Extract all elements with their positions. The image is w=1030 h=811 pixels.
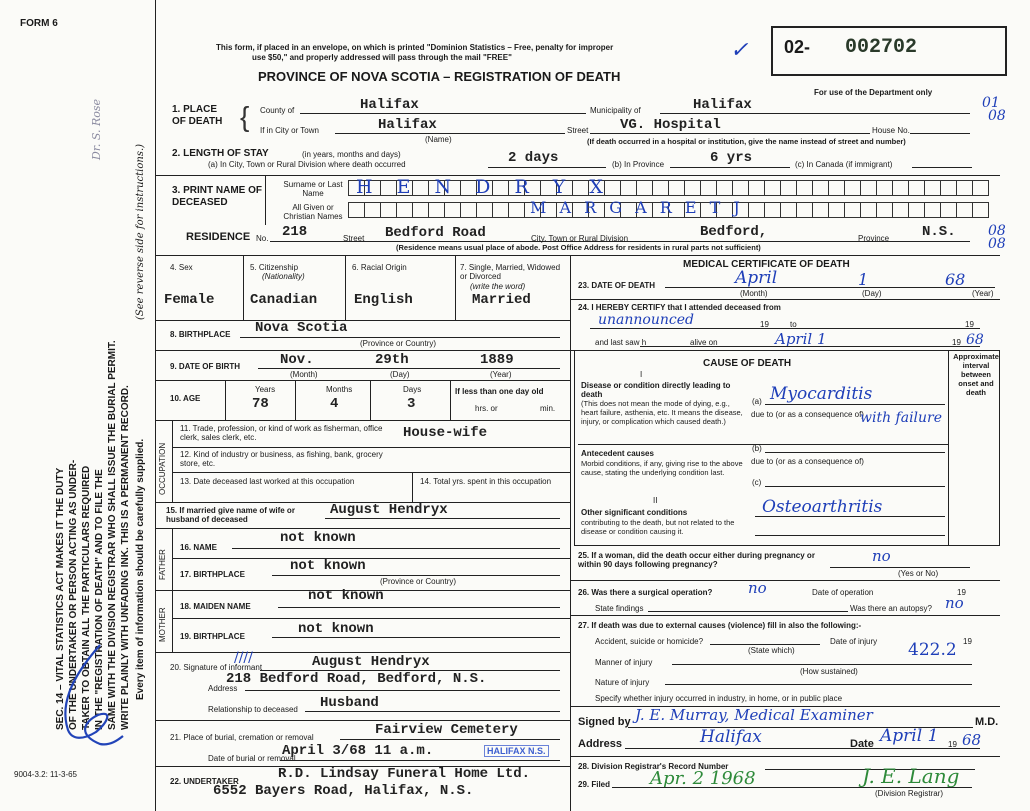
specify-label: Specify whether injury occurred in industry, in home, or in public place — [595, 694, 843, 703]
dept-code-1: 01 — [982, 95, 1000, 111]
street-label: Street — [567, 126, 589, 135]
burial-date-value: April 3/68 11 a.m. — [282, 743, 434, 759]
cause-a-value-2: with failure — [860, 410, 943, 426]
stay-a-value: 2 days — [508, 150, 559, 166]
letter-box — [797, 180, 813, 196]
hospital-note: (If death occurred in a hospital or institution, give the name instead of street and number) — [587, 137, 906, 146]
letter-box — [925, 180, 941, 196]
letter-box — [765, 180, 781, 196]
letter-box — [445, 202, 461, 218]
manner-label: Manner of injury — [595, 658, 653, 667]
injury-date-label: Date of injury — [830, 637, 878, 646]
letter-box — [893, 202, 909, 218]
other-conditions-label: Other significant conditions — [581, 508, 688, 517]
last-saw-label: and last saw h — [595, 338, 647, 347]
sex-label: 4. Sex — [170, 263, 193, 272]
residence-province-label: Province — [858, 234, 890, 243]
street-value: VG. Hospital — [620, 117, 721, 133]
autopsy-label: Was there an autopsy? — [850, 604, 932, 613]
residence-street-value: Bedford Road — [385, 225, 486, 241]
letter-box — [909, 202, 925, 218]
informant-name: August Hendryx — [312, 654, 430, 670]
q26-value: no — [748, 579, 767, 597]
letter-box — [765, 202, 781, 218]
registrar-signature: J. E. Lang — [862, 764, 960, 788]
brace: { — [240, 101, 250, 132]
marital-hint: (write the word) — [470, 282, 526, 291]
letter-box — [348, 202, 365, 218]
signed-by-label: Signed by — [578, 716, 631, 728]
side-text-7: Every item of information should be carefully supplied. — [135, 438, 146, 700]
citizenship-hint: (Nationality) — [262, 272, 305, 281]
father-birthplace-value: not known — [290, 558, 366, 574]
last-worked-label: 13. Date deceased last worked at this occupation — [180, 477, 355, 486]
last-saw-value: April 1 — [775, 330, 827, 348]
undertaker-label: 22. UNDERTAKER — [170, 777, 239, 786]
residence-province-value: N.S. — [922, 224, 956, 240]
letter-box — [413, 202, 429, 218]
signer-address-label: Address — [578, 738, 623, 750]
surname-label: Surname or Last Name — [283, 180, 343, 198]
cause-c-label: (c) — [752, 478, 762, 487]
birthplace-hint: (Province or Country) — [360, 339, 437, 348]
side-signature: Dr. S. Rose — [90, 98, 103, 160]
burial-date-label: Date of burial or removal — [208, 754, 296, 763]
side-text-8: (See reverse side for instructions.) — [135, 143, 146, 320]
antecedent-label: Antecedent causes — [581, 449, 654, 458]
q25-label: 25. If a woman, did the death occur either during pregnancy or within 90 days following pregnancy? — [578, 551, 815, 569]
certify-label: 24. I HEREBY CERTIFY that I attended deceased from — [578, 303, 781, 312]
age-months-value: 4 — [330, 396, 339, 412]
letter-box — [477, 202, 493, 218]
total-years-label: 14. Total yrs. spent in this occupation — [420, 477, 552, 486]
side-text-5: SAME WITH THE DIVISION REGISTRAR WHO SHALL ISSUE THE BURIAL PERMIT. — [107, 340, 118, 730]
date-of-death-label: 23. DATE OF DEATH — [578, 281, 656, 290]
q25-value: no — [872, 547, 891, 565]
registration-prefix: 02- — [784, 37, 811, 57]
trade-label: 11. Trade, profession, or kind of work as fisherman, office clerk, sales clerk, etc. — [180, 424, 383, 442]
signed-by-value: J. E. Murray, Medical Examiner — [635, 706, 873, 724]
father-birthplace-label: 17. BIRTHPLACE — [180, 570, 245, 579]
alive-on-label: alive on — [690, 338, 718, 347]
registrar-label: (Division Registrar) — [875, 789, 944, 798]
father-name-label: 16. NAME — [180, 543, 217, 552]
father-birthplace-hint: (Province or Country) — [380, 577, 457, 586]
residence-city-label: City, Town or Rural Division — [531, 234, 629, 243]
municipality-value: Halifax — [693, 97, 752, 113]
sex-value: Female — [164, 292, 215, 308]
racial-origin-label: 6. Racial Origin — [352, 263, 407, 272]
mother-birthplace-value: not known — [298, 621, 374, 637]
spouse-value: August Hendryx — [330, 502, 448, 518]
spouse-label: 15. If married give name of wife or husband of deceased — [166, 506, 295, 524]
envelope-note-2: use $50," and properly addressed will pass through the mail "FREE" — [252, 53, 512, 62]
other-conditions-value: Osteoarthritis — [762, 497, 883, 517]
medical-header: MEDICAL CERTIFICATE OF DEATH — [683, 259, 850, 270]
letter-box — [509, 202, 525, 218]
envelope-note-1: This form, if placed in an envelope, on which is printed "Dominion Statistics – Free, penalty for improper — [216, 43, 614, 52]
letter-box — [861, 180, 877, 196]
certify-19-a: 19 — [760, 320, 769, 329]
letter-box — [781, 202, 797, 218]
q27-label: 27. If death was due to external causes (violence) fill in also the following:- — [578, 621, 862, 630]
letter-box — [829, 180, 845, 196]
q28-label: 28. Division Registrar's Record Number — [578, 762, 729, 771]
burial-stamp: HALIFAX N.S. — [484, 745, 549, 757]
side-text-3: TAKER TO OBTAIN ALL THE PARTICULARS REQUIRED — [81, 465, 92, 730]
form-code: 9004-3.2: 11-3-65 — [14, 770, 78, 779]
q26-label: 26. Was there a surgical operation? — [578, 588, 713, 597]
birthplace-value: Nova Scotia — [255, 320, 348, 336]
date-of-death-year: 68 — [945, 270, 966, 289]
marital-label: 7. Single, Married, Widowed or Divorced — [460, 263, 561, 281]
print-name-label: 3. PRINT NAME OF DECEASED — [172, 185, 263, 208]
mother-birthplace-label: 19. BIRTHPLACE — [180, 632, 245, 641]
signer-date-value: April 1 — [880, 726, 939, 746]
marital-value: Married — [472, 292, 531, 308]
letter-box — [813, 180, 829, 196]
given-names-label: All Given or Christian Names — [283, 203, 343, 221]
form-number: FORM 6 — [20, 18, 58, 29]
place-of-death-label: 1. PLACE OF DEATH — [172, 104, 223, 127]
dob-year: 1889 — [480, 352, 514, 368]
signer-date-year: 68 — [962, 731, 982, 749]
dept-code-2: 08 — [988, 108, 1006, 124]
letter-box — [733, 180, 749, 196]
letter-box — [781, 180, 797, 196]
relationship-label: Relationship to deceased — [208, 705, 298, 714]
informant-address-label: Address — [208, 684, 238, 693]
letter-box — [829, 202, 845, 218]
age-note: If less than one day old — [455, 387, 544, 396]
dob-day-hint: (Day) — [390, 370, 410, 379]
dept-code-4: 08 — [988, 236, 1006, 252]
code-value: 422.2 — [908, 640, 957, 660]
letter-box — [957, 202, 973, 218]
industry-label: 12. Kind of industry or business, as fishing, bank, grocery store, etc. — [180, 450, 383, 468]
age-years-value: 78 — [252, 396, 269, 412]
dob-label: 9. DATE OF BIRTH — [170, 362, 241, 371]
death-year-hint: (Year) — [972, 289, 994, 298]
years-label: Years — [255, 385, 276, 394]
father-section-label: FATHER — [158, 549, 167, 580]
months-label: Months — [326, 385, 353, 394]
letter-box — [397, 202, 413, 218]
certify-value: unannounced — [598, 312, 694, 328]
residence-label: RESIDENCE — [186, 231, 251, 243]
registration-number: 002702 — [845, 36, 918, 59]
letter-box — [669, 180, 685, 196]
cause-a-value: Myocarditis — [770, 384, 873, 404]
letter-box — [637, 180, 653, 196]
days-label: Days — [403, 385, 422, 394]
side-text-2: OF THE UNDERTAKER OR PERSON ACTING AS UNDER- — [68, 459, 79, 730]
residence-no-label: No. — [256, 234, 269, 243]
residence-street-label: Street — [343, 234, 365, 243]
residence-city-value: Bedford, — [700, 224, 768, 240]
filed-value: Apr. 2 1968 — [650, 768, 756, 789]
letter-box — [845, 202, 861, 218]
letter-box — [893, 180, 909, 196]
surname-value: H E N D R Y X — [356, 176, 612, 198]
cause-of-death-header: CAUSE OF DEATH — [703, 358, 792, 369]
length-of-stay-label: 2. LENGTH OF STAY — [172, 148, 269, 159]
letter-box — [461, 202, 477, 218]
due-to-2: due to (or as a consequence of) — [751, 457, 864, 466]
findings-label: State findings — [595, 604, 644, 613]
given-name-value: M A R G A R E T J — [530, 198, 744, 217]
md-label: M.D. — [975, 716, 999, 728]
date-of-death-month: April — [735, 268, 778, 288]
form-title: PROVINCE OF NOVA SCOTIA – REGISTRATION OF DEATH — [258, 69, 621, 84]
department-use-label: For use of the Department only — [814, 88, 933, 97]
undertaker-address: 6552 Bayers Road, Halifax, N.S. — [213, 783, 474, 799]
letter-box — [941, 202, 957, 218]
letter-box — [813, 202, 829, 218]
state-which-hint: (State which) — [748, 646, 795, 655]
citizenship-value: Canadian — [250, 292, 318, 308]
stay-b-label: (b) In Province — [612, 160, 665, 169]
date-of-death-day: 1 — [858, 270, 869, 289]
operation-date-label: Date of operation — [812, 588, 874, 597]
burial-place-label: 21. Place of burial, cremation or removal — [170, 733, 314, 742]
disease-note: (This does not mean the mode of dying, e.g., heart failure, asthenia, etc. It means the disease, injury, or complication which caused death.) — [581, 399, 743, 426]
letter-box — [973, 202, 989, 218]
racial-origin-value: English — [354, 292, 413, 308]
letter-box — [717, 180, 733, 196]
letter-box — [493, 202, 509, 218]
operation-19: 19 — [957, 588, 966, 597]
letter-box — [845, 180, 861, 196]
informant-mark: //// — [234, 650, 253, 666]
roman-two: II — [653, 496, 658, 505]
stay-b-value: 6 yrs — [710, 150, 753, 166]
accident-label: Accident, suicide or homicide? — [595, 637, 704, 646]
informant-label: 20. Signature of informant — [170, 663, 263, 672]
side-text-4: IN THE "REGISTRATION OF DEATH" AND TO FILE THE — [94, 469, 105, 730]
letter-box — [877, 202, 893, 218]
letter-box — [957, 180, 973, 196]
autopsy-value: no — [945, 594, 964, 612]
signer-date-19: 19 — [948, 740, 957, 749]
dob-month: Nov. — [280, 352, 314, 368]
letter-box — [941, 180, 957, 196]
last-saw-year: 68 — [966, 332, 984, 348]
how-sustained-hint: (How sustained) — [800, 667, 858, 676]
letter-box — [653, 180, 669, 196]
letter-box — [877, 180, 893, 196]
letter-box — [861, 202, 877, 218]
county-value: Halifax — [360, 97, 419, 113]
dept-code-3: 08 — [988, 223, 1006, 239]
disease-label: Disease or condition directly leading to death — [581, 381, 731, 399]
margin-signature-scribble — [38, 640, 128, 750]
relationship-value: Husband — [320, 695, 379, 711]
informant-address: 218 Bedford Road, Bedford, N.S. — [226, 671, 487, 687]
letter-box — [365, 202, 381, 218]
signer-address-value: Halifax — [700, 727, 762, 747]
municipality-label: Municipality of — [590, 106, 641, 115]
stay-c-label: (c) In Canada (if immigrant) — [795, 160, 893, 169]
letter-box — [925, 202, 941, 218]
name-hint: (Name) — [425, 135, 452, 144]
birthplace-label: 8. BIRTHPLACE — [170, 330, 231, 339]
min-label: min. — [540, 404, 556, 413]
letter-box — [429, 202, 445, 218]
father-name-value: not known — [280, 530, 356, 546]
nature-label: Nature of injury — [595, 678, 650, 687]
age-label: 10. AGE — [170, 394, 201, 403]
letter-box — [701, 180, 717, 196]
city-label: If in City or Town — [260, 126, 319, 135]
cause-a-label: (a) — [752, 397, 762, 406]
burial-place-value: Fairview Cemetery — [375, 722, 518, 738]
occupation-section-label: OCCUPATION — [158, 442, 167, 495]
stay-a-label: (a) In City, Town or Rural Division where death occurred — [208, 160, 406, 169]
hrs-label: hrs. or — [475, 404, 498, 413]
mother-maiden-label: 18. MAIDEN NAME — [180, 602, 251, 611]
mother-maiden-value: not known — [308, 588, 384, 604]
city-value: Halifax — [378, 117, 437, 133]
residence-note: (Residence means usual place of abode. Post Office Address for residents in rural parts not sufficient) — [396, 243, 761, 252]
death-day-hint: (Day) — [862, 289, 882, 298]
dob-month-hint: (Month) — [290, 370, 318, 379]
cause-b-label: (b) — [752, 444, 762, 453]
letter-box — [909, 180, 925, 196]
citizenship-label: 5. Citizenship — [250, 263, 299, 272]
letter-box — [973, 180, 989, 196]
residence-no-value: 218 — [282, 224, 308, 240]
due-to-1: due to (or as a consequence of) — [751, 410, 864, 419]
interval-header: Approximate interval between onset and death — [953, 352, 999, 397]
letter-box — [621, 180, 637, 196]
letter-box — [685, 180, 701, 196]
dob-day: 29th — [375, 352, 409, 368]
death-month-hint: (Month) — [740, 289, 768, 298]
letter-box — [797, 202, 813, 218]
cause-of-death-box — [574, 350, 1000, 546]
certify-19-b: 19 — [965, 320, 974, 329]
yes-no-hint: (Yes or No) — [898, 569, 939, 578]
side-text-6: WRITE PLAINLY WITH UNFADING INK. THIS IS A PERMANENT RECORD. — [120, 385, 131, 730]
antecedent-note: Morbid conditions, if any, giving rise to the above cause, stating the underlying condition last. — [581, 459, 743, 477]
certify-to: to — [790, 320, 797, 329]
q29-label: 29. Filed — [578, 780, 611, 789]
check-mark: ✓ — [730, 38, 749, 63]
letter-box — [749, 180, 765, 196]
trade-value: House-wife — [403, 425, 488, 441]
county-label: County of — [260, 106, 295, 115]
house-label: House No. — [872, 126, 910, 135]
signer-date-label: Date — [850, 738, 874, 750]
mother-section-label: MOTHER — [158, 607, 167, 642]
last-saw-19: 19 — [952, 338, 961, 347]
stay-hint: (in years, months and days) — [302, 150, 401, 159]
age-days-value: 3 — [407, 396, 416, 412]
letter-box — [381, 202, 397, 218]
injury-19: 19 — [963, 637, 972, 646]
dob-year-hint: (Year) — [490, 370, 512, 379]
side-text-1: SEC. 14 – VITAL STATISTICS ACT MAKES IT THE DUTY — [55, 467, 66, 730]
undertaker-name: R.D. Lindsay Funeral Home Ltd. — [278, 766, 531, 782]
roman-one: I — [640, 370, 643, 379]
letter-box — [749, 202, 765, 218]
other-conditions-note: contributing to the death, but not related to the disease or condition causing it. — [581, 518, 735, 536]
